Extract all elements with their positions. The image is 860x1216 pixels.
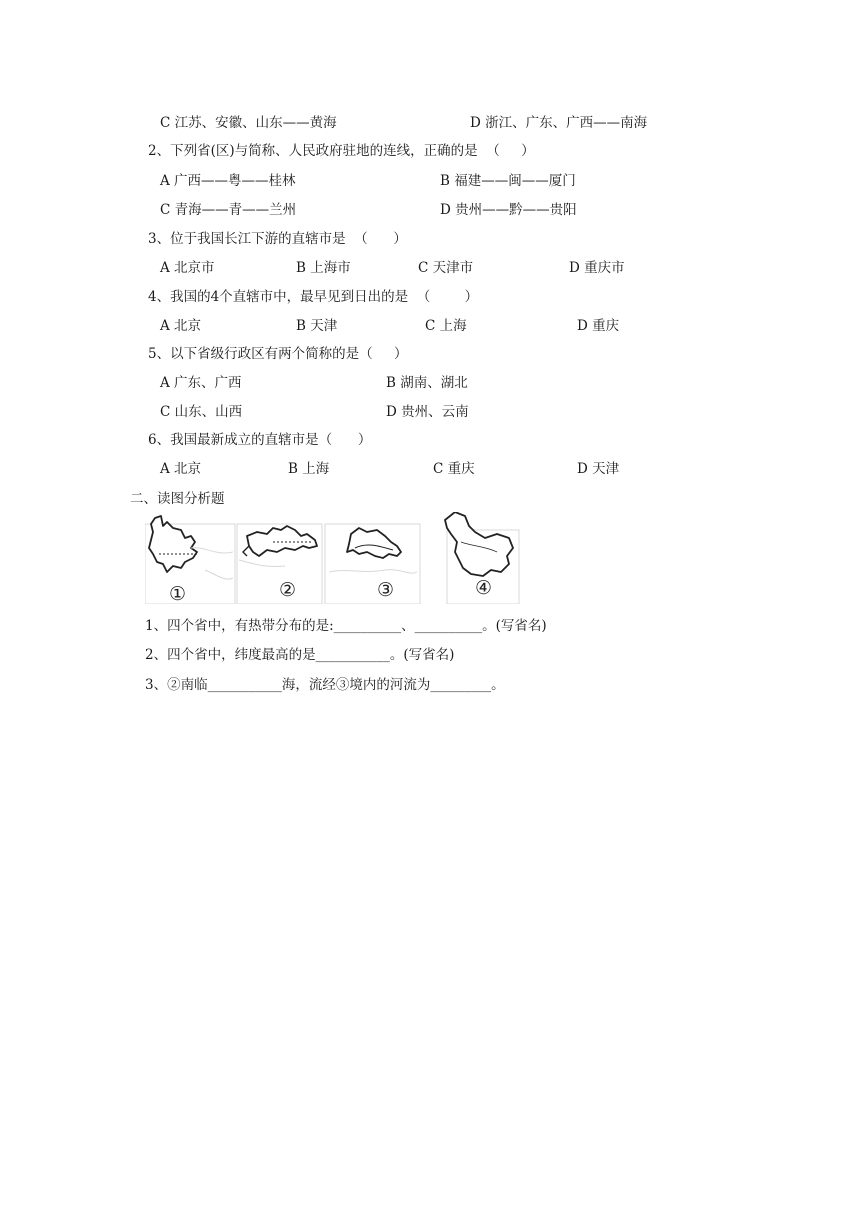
q6-option-b: B 上海 xyxy=(288,461,330,477)
q4-option-c: C 上海 xyxy=(425,318,467,334)
q3-option-d: D 重庆市 xyxy=(569,260,625,276)
q5-option-a: A 广东、广西 xyxy=(160,375,242,391)
map-question-3: 3、②南临___________海，流经③境内的河流为_________。 xyxy=(145,677,505,693)
q5-option-c: C 山东、山西 xyxy=(160,404,243,420)
q3-option-a: A 北京市 xyxy=(160,260,215,276)
q2-option-c: C 青海——青——兰州 xyxy=(160,202,297,218)
q4-option-d: D 重庆 xyxy=(577,318,620,334)
q3-option-c: C 天津市 xyxy=(418,260,474,276)
q2-option-d: D 贵州——黔——贵阳 xyxy=(440,202,577,218)
q6-option-d: D 天津 xyxy=(577,461,620,477)
q2-option-b: B 福建——闽——厦门 xyxy=(440,173,576,189)
q6-stem: 6、我国最新成立的直辖市是（ ） xyxy=(148,432,372,448)
map-question-1: 1、四个省中，有热带分布的是:__________、__________。(写省名) xyxy=(145,618,547,634)
q3-option-b: B 上海市 xyxy=(296,260,351,276)
q6-option-a: A 北京 xyxy=(160,461,202,477)
q5-option-b: B 湖南、湖北 xyxy=(386,375,468,391)
map-label-4: ④ xyxy=(475,577,493,599)
map-label-2: ② xyxy=(279,579,297,601)
q6-option-c: C 重庆 xyxy=(433,461,475,477)
map-label-3: ③ xyxy=(377,579,395,601)
q4-option-b: B 天津 xyxy=(296,318,338,334)
q1-option-c: C 江苏、安徽、山东——黄海 xyxy=(160,115,337,131)
q5-option-d: D 贵州、云南 xyxy=(386,404,469,420)
section-heading: 二、读图分析题 xyxy=(130,491,225,507)
q4-stem: 4、我国的4个直辖市中，最早见到日出的是 （ ） xyxy=(148,289,479,305)
map-label-1: ① xyxy=(169,583,187,604)
q4-option-a: A 北京 xyxy=(160,318,202,334)
q2-stem: 2、下列省(区)与简称、人民政府驻地的连线，正确的是 （ ） xyxy=(148,143,535,159)
map-question-2: 2、四个省中，纬度最高的是___________。(写省名) xyxy=(145,647,455,663)
province-outline-maps xyxy=(145,512,520,604)
province-map-3 xyxy=(325,524,420,604)
q3-stem: 3、位于我国长江下游的直辖市是 （ ） xyxy=(148,231,407,247)
province-map-1 xyxy=(145,516,235,604)
q2-option-a: A 广西——粤——桂林 xyxy=(160,173,296,189)
q1-option-d: D 浙江、广东、广西——南海 xyxy=(470,115,648,131)
q5-stem: 5、以下省级行政区有两个简称的是（ ） xyxy=(148,346,408,362)
